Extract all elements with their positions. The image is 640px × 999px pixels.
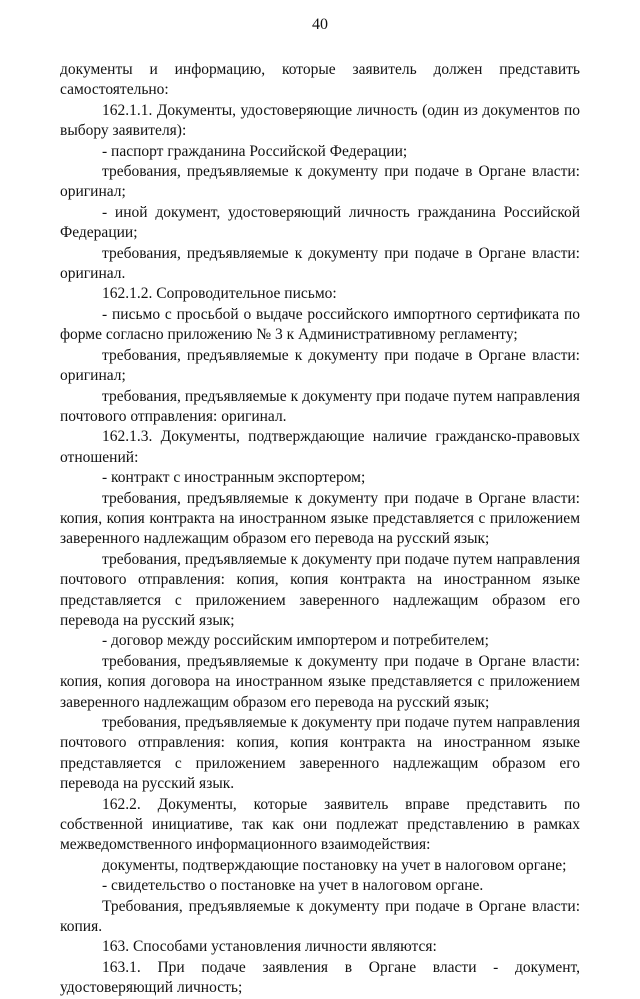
requirement-paragraph: Требования, предъявляемые к документу при подаче в Органе власти: копия. — [60, 897, 580, 936]
document-body — [60, 60, 580, 999]
paragraph-162-2-heading: 162.2. Документы, которые заявитель вправе представить по собственной инициативе, так как они подлежат представлению в рамках межведомственного информационного взаимодействия: — [60, 795, 580, 854]
requirement-paragraph: требования, предъявляемые к документу при подаче в Органе власти: копия, копия договора на иностранном языке представляется с приложением заверенного надлежащим образом его перевода на русский язык; — [60, 652, 580, 711]
requirement-paragraph: требования, предъявляемые к документу при подаче в Органе власти: оригинал; — [60, 346, 580, 385]
requirement-paragraph: требования, предъявляемые к документу при подаче в Органе власти: оригинал; — [60, 163, 580, 201]
paragraph-162-1-1-heading: 162.1.1. Документы, удостоверяющие личность (один из документов по выбору заявителя): — [60, 101, 580, 140]
requirement-paragraph: требования, предъявляемые к документу при подаче путем направления почтового отправления: копия, копия контракта на иностранном языке представляется с приложением заверенного надлежащим образом его перевода на русский язык; — [60, 550, 580, 629]
list-item-passport: - паспорт гражданина Российской Федерации; — [102, 142, 408, 160]
list-item-request-letter: - письмо с просьбой о выдаче российского импортного сертификата по форме согласно приложению № 3 к Административному регламенту; — [60, 305, 580, 344]
list-item-importer-agreement: - договор между российским импортером и потребителем; — [102, 632, 489, 650]
list-item-other-id: - иной документ, удостоверяющий личность гражданина Российской Федерации; — [60, 203, 580, 242]
list-item-foreign-contract: - контракт с иностранным экспортером; — [102, 469, 366, 487]
requirement-paragraph: требования, предъявляемые к документу при подаче в Органе власти: копия, копия контракта на иностранном языке представляется с приложением заверенного надлежащим образом его перевода на русский язык; — [60, 489, 580, 548]
paragraph-162-1-2-heading: 162.1.2. Сопроводительное письмо: — [102, 285, 337, 303]
paragraph-162-1-3-heading: 162.1.3. Документы, подтверждающие наличие гражданско-правовых отношений: — [60, 428, 580, 466]
paragraph-intro: документы и информацию, которые заявитель должен представить самостоятельно: — [60, 61, 580, 99]
page-number: 40 — [312, 16, 328, 33]
list-item-tax-certificate: - свидетельство о постановке на учет в налоговом органе. — [102, 877, 484, 895]
paragraph-163-heading: 163. Способами установления личности являются: — [102, 938, 437, 956]
requirement-paragraph: требования, предъявляемые к документу при подаче путем направления почтового отправления: копия, копия контракта на иностранном языке представляется с приложением заверенного надлежащим образом его перевода на русский язык. — [60, 714, 580, 793]
paragraph-tax-documents: документы, подтверждающие постановку на учет в налоговом органе; — [102, 856, 567, 874]
requirement-paragraph: требования, предъявляемые к документу при подаче путем направления почтового отправления: оригинал. — [60, 387, 580, 425]
requirement-paragraph: требования, предъявляемые к документу при подаче в Органе власти: оригинал. — [60, 244, 580, 283]
paragraph-163-1: 163.1. При подаче заявления в Органе власти - документ, удостоверяющий личность; — [60, 958, 580, 997]
